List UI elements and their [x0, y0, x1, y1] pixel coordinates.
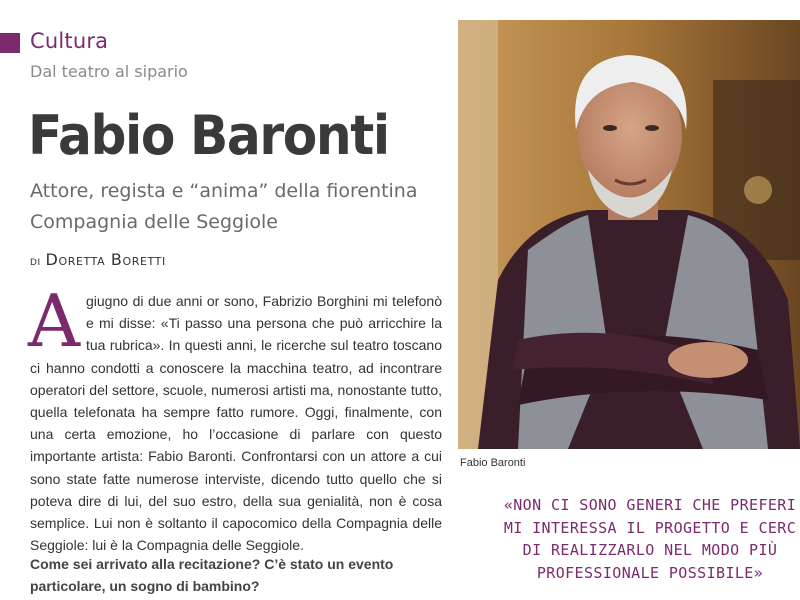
- pull-quote-line-3: DI REALIZZARLO NEL MODO PIÙ: [522, 541, 778, 559]
- deck-line-1: Attore, regista e “anima” della fiorentina: [30, 180, 418, 202]
- byline: [30, 250, 166, 269]
- byline-prefix: di: [30, 254, 41, 269]
- deck-line-2: Compagnia delle Seggiole: [30, 211, 278, 233]
- byline-author: Doretta Boretti: [45, 250, 166, 269]
- article-headline: Fabio Baronti: [28, 104, 389, 167]
- interview-question: Come sei arrivato alla recitazione? C’è stato un evento particolare, un sogno di bambino?: [30, 556, 394, 594]
- pull-quote-line-4: PROFESSIONALE POSSIBILE»: [536, 563, 764, 582]
- pull-quote-line-2: MI INTERESSA IL PROGETTO E CERC: [503, 518, 797, 537]
- article-deck: [30, 176, 450, 238]
- drop-cap: A: [28, 279, 80, 363]
- pull-quote: [480, 494, 800, 584]
- article-body-text: giugno di due anni or sono, Fabrizio Borghini mi telefonò e mi disse: «Ti passo una persona che può arricchire la tua rubrica». In questi anni, le ricerche sul teatro toscano ci hanno condotti a conoscere la macchina teatro, ad incontrare operatori del settore, scuole, numerosi artisti ma, nonostante tutto, quella telefonata ha sempre fatto rumore. Oggi, finalmente, con una certa emozione, ho l’occasione di parlare con questo importante artista: Fabio Baronti. Confrontarsi con un attore a cui sono state fatte numerose interviste, dicendo tutto quello che si poteva dire di lui, del suo estro, della sua genialità, non è cosa semplice. Lui non è soltanto il capocomico della Compagnia delle Seggiole: lui è la Compagnia delle Seggiole.: [30, 293, 442, 554]
- section-title: Cultura: [30, 29, 109, 53]
- portrait-illustration: [458, 20, 800, 449]
- section-marker: [0, 33, 20, 53]
- portrait-photo: [458, 20, 800, 449]
- pull-quote-line-1: «NON CI SONO GENERI CHE PREFERI: [503, 496, 797, 514]
- photo-caption: Fabio Baronti: [460, 457, 526, 469]
- article-body: [28, 279, 442, 556]
- section-subtitle: Dal teatro al sipario: [30, 62, 188, 81]
